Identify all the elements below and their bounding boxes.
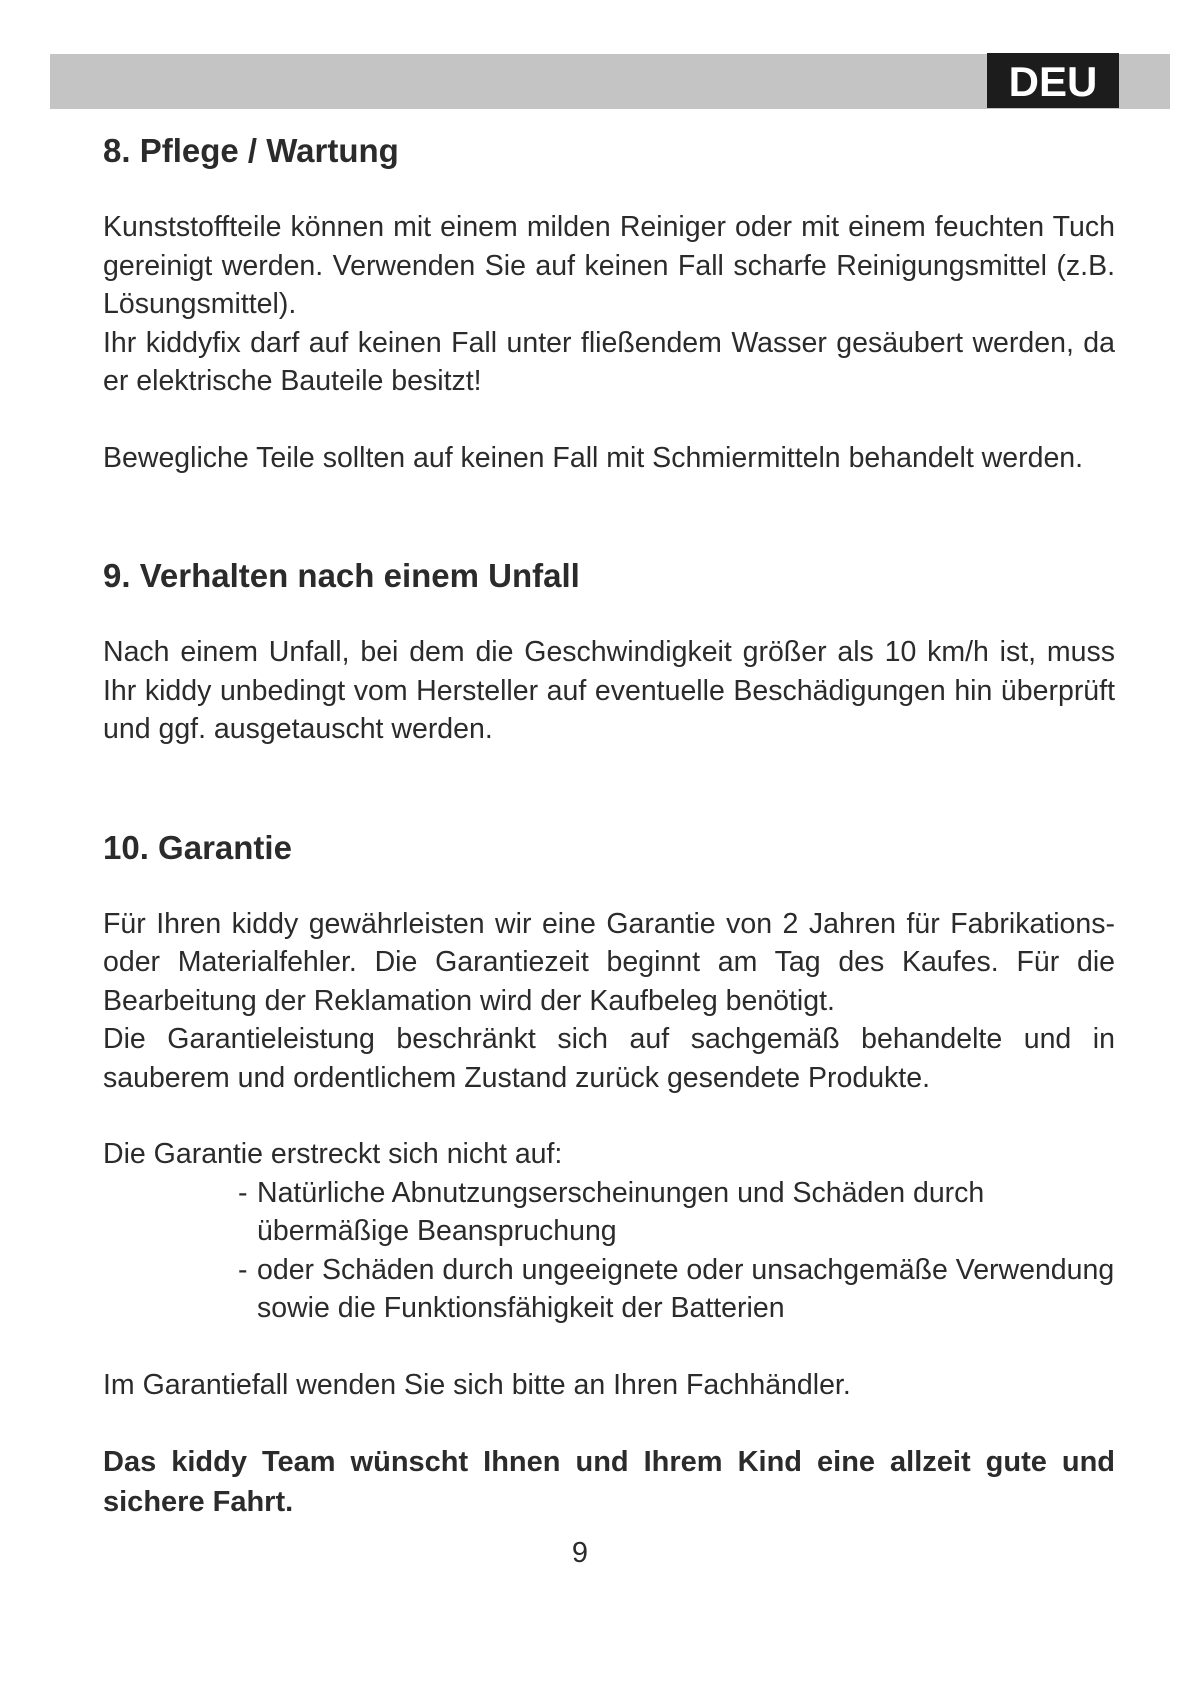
warranty-paragraph-term: Für Ihren kiddy gewährleisten wir eine Garantie von 2 Jahren für Fabrikations- oder Materialfehler. Die Garantiezeit beginnt am Tag des Kaufes. Für die Bearbeitung der Reklamation wird der Kaufbeleg benötigt. bbox=[103, 907, 1115, 1017]
warranty-contact: Im Garantiefall wenden Sie sich bitte an Ihren Fachhändler. bbox=[103, 1368, 851, 1401]
list-item: - Natürliche Abnutzungserscheinungen und Schäden durch übermäßige Beanspruchung bbox=[238, 1176, 985, 1247]
exclusion-text: Natürliche Abnutzungserscheinungen und Schäden durch übermäßige Beanspruchung bbox=[257, 1176, 985, 1247]
page-number: 9 bbox=[571, 1537, 589, 1569]
care-paragraph-lubricants: Bewegliche Teile sollten auf keinen Fall mit Schmiermitteln behandelt werden. bbox=[103, 441, 1084, 474]
closing-statement: Das kiddy Team wünscht Ihnen und Ihrem Kind eine allzeit gute und sichere Fahrt. bbox=[103, 1446, 1115, 1518]
list-item: - oder Schäden durch ungeeignete oder unsachgemäße Verwendung sowie die Funktionsfähigkeit der Batterien bbox=[238, 1253, 1115, 1324]
warranty-exclusions-list bbox=[103, 1174, 1115, 1328]
language-badge: DEU bbox=[987, 53, 1119, 108]
section-heading-accident: 9. Verhalten nach einem Unfall bbox=[103, 557, 580, 594]
exclusion-text: oder Schäden durch ungeeignete oder unsachgemäße Verwendung sowie die Funktionsfähigkeit der Batterien bbox=[257, 1253, 1115, 1324]
care-paragraph-water-warning: Ihr kiddyfix darf auf keinen Fall unter fließendem Wasser gesäubert werden, da er elektrische Bauteile besitzt! bbox=[103, 326, 1115, 397]
section-heading-care: 8. Pflege / Wartung bbox=[103, 132, 399, 169]
accident-paragraph: Nach einem Unfall, bei dem die Geschwindigkeit größer als 10 km/h ist, muss Ihr kiddy unbedingt vom Hersteller auf eventuelle Beschädigungen hin überprüft und ggf. ausgetauscht werden. bbox=[103, 636, 1115, 745]
section-heading-warranty: 10. Garantie bbox=[103, 828, 292, 866]
warranty-paragraph-conditions: Die Garantieleistung beschränkt sich auf sachgemäß behandelte und in sauberem und ordentlichem Zustand zurück gesendete Produkte. bbox=[103, 1023, 1115, 1094]
warranty-exclusions-intro: Die Garantie erstreckt sich nicht auf: bbox=[103, 1138, 563, 1170]
care-paragraph-cleaning: Kunststoffteile können mit einem milden Reiniger oder mit einem feuchten Tuch gereinigt werden. Verwenden Sie auf keinen Fall scharfe Reinigungsmittel (z.B. Lösungsmittel). bbox=[103, 211, 1115, 320]
page-content bbox=[103, 128, 1115, 1522]
